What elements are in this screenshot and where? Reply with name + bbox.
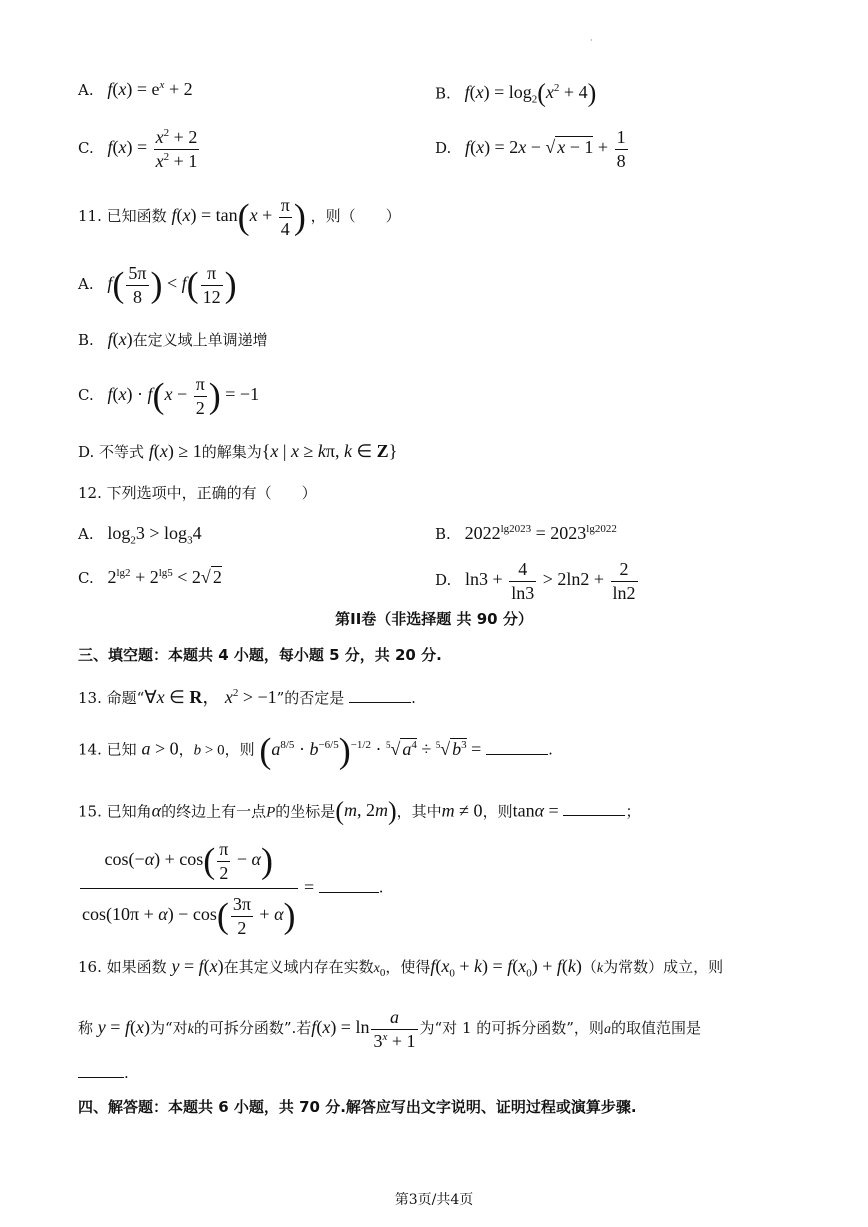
- q12-stem: [78, 484, 317, 503]
- formula: b > 0: [193, 742, 225, 759]
- formula: y = f(x): [97, 1017, 150, 1038]
- answer-blank[interactable]: [319, 892, 379, 893]
- q12-option-a[interactable]: [78, 522, 202, 548]
- formula: cos(−α) + cos( $\frac{\pi}{2}$ − α) cos(10π + α) − cos( $\frac{3\pi}{2}$ + α) =: [82, 839, 319, 938]
- formula: f(x): [107, 329, 133, 349]
- formula: $2^{lg2} + 2^{lg5} < 2√$ 2: [98, 567, 222, 587]
- q15-part2: cos(−α) + cos( $\frac{\pi}{2}$ − α) cos(10π + α) − cos( $\frac{3\pi}{2}$ + α) = .: [78, 838, 383, 939]
- stem-text: 已知角: [106, 802, 152, 821]
- stem-text: （: [581, 958, 597, 976]
- stem-text: 为“对 1 的可拆分函数”，则: [419, 1019, 604, 1038]
- stem-text: ，则: [224, 740, 255, 759]
- formula: k: [596, 961, 604, 976]
- q11-option-b[interactable]: [78, 328, 268, 351]
- stem-text: 的取值范围是: [610, 1019, 701, 1038]
- q12-option-b[interactable]: [435, 522, 617, 545]
- q11-option-d[interactable]: [78, 440, 397, 463]
- option-label: A.: [78, 525, 94, 543]
- question-number: 12.: [78, 484, 102, 502]
- formula: ∀x ∈ R， $x^2 > -1$: [144, 687, 277, 707]
- formula: $\log_23 > \log_34$: [98, 523, 202, 547]
- formula: f(x) = tan(x + $\frac{\pi}{4}$ ): [171, 195, 306, 239]
- option-label: B.: [435, 84, 451, 103]
- section-ii-title: 第II卷（非选择题 共 90 分）: [335, 610, 533, 628]
- formula: f(x) = 2x − √ x − 1 + $\frac{1}{8}$: [465, 127, 626, 171]
- q12-option-c[interactable]: [78, 566, 222, 589]
- option-text: 不等式: [99, 443, 145, 461]
- stem-text: ”的否定是: [276, 689, 345, 707]
- q10-option-a[interactable]: [78, 78, 193, 101]
- q11-option-a[interactable]: [78, 262, 237, 308]
- stem-text: ，使得: [385, 958, 431, 976]
- question-number: 13.: [78, 689, 102, 707]
- stem-text: ，则: [482, 802, 513, 821]
- formula: a > 0: [141, 738, 179, 759]
- option-label: A.: [78, 81, 94, 99]
- stem-text: 在其定义域内存在实数: [223, 958, 374, 976]
- stem-text: 的坐标是: [275, 802, 336, 821]
- option-label: C.: [78, 386, 94, 405]
- stem-text: 称: [78, 1019, 94, 1038]
- stem-text: ，其中: [396, 802, 442, 821]
- formula: $(a^{8/5} \cdot b^{-6/5})^{-1/2} \cdot ^5√$ $a^4 \div ^5√$ $b^3$ =: [259, 730, 482, 770]
- q10-option-b[interactable]: [435, 78, 596, 111]
- q16-line2: [78, 1006, 701, 1052]
- formula: $2022^{lg2023} = 2023^{lg2022}$: [455, 523, 617, 543]
- scan-dot: ·: [590, 36, 593, 45]
- stem-text: 的可拆分函数”.若: [193, 1019, 312, 1038]
- formula: a: [603, 1022, 611, 1038]
- formula: m ≠ 0: [441, 800, 483, 821]
- q11-stem: [78, 194, 401, 240]
- formula: (m, 2m): [335, 797, 397, 826]
- formula: $f(x) = e^x + 2$: [107, 79, 193, 99]
- stem-text: 已知函数: [106, 207, 167, 226]
- answer-blank[interactable]: [486, 754, 548, 755]
- stem-text: ，: [178, 740, 194, 759]
- q16-line1: [78, 955, 723, 981]
- formula: f( $\frac{5\pi}{8}$ ) < f( $\frac{\pi}{12}$ ): [107, 263, 237, 307]
- option-text: 的解集为: [201, 443, 262, 461]
- answer-blank[interactable]: [78, 1077, 124, 1078]
- formula: tanα =: [512, 800, 559, 821]
- formula: f(x) · f(x − $\frac{\pi}{2}$ ) = −1: [107, 374, 260, 418]
- option-text: 在定义域上单调递增: [132, 331, 268, 349]
- formula: $x_0$: [373, 961, 386, 979]
- formula: f(x) = $\frac{x^2 + 2}{x^2 + 1}$: [107, 127, 198, 171]
- question-number: 14.: [78, 740, 102, 759]
- q10-option-d[interactable]: [435, 126, 630, 172]
- stem-text: 为常数）成立，则: [603, 958, 724, 976]
- q13: [78, 686, 416, 709]
- option-label: B.: [435, 525, 451, 543]
- question-number: 16.: [78, 958, 102, 976]
- q16-blank-line: .: [78, 1064, 129, 1083]
- stem-text: 命题“: [106, 689, 145, 707]
- formula: k: [187, 1022, 194, 1038]
- answer-blank[interactable]: [563, 815, 625, 816]
- formula: P: [266, 804, 276, 821]
- stem-text: ，则（ ）: [310, 207, 401, 226]
- q15: [78, 796, 640, 829]
- question-number: 11.: [78, 207, 102, 226]
- stem-text: 下列选项中，正确的有（ ）: [106, 484, 317, 502]
- question-number: 15.: [78, 802, 102, 821]
- q14: [78, 728, 553, 773]
- option-label: A.: [78, 275, 94, 294]
- q10-option-c[interactable]: [78, 126, 201, 172]
- stem-text: 的终边上有一点: [161, 802, 267, 821]
- section-iii-heading: 三、填空题：本题共 4 小题，每小题 5 分，共 20 分.: [78, 646, 442, 664]
- option-label: C.: [78, 139, 94, 158]
- formula: ln3 + $\frac{4}{\ln 3}$ > 2ln2 + $\frac{2}{\ln 2}$: [456, 559, 636, 603]
- stem-text: 为“对: [149, 1019, 188, 1038]
- formula: $f(x) = \log_2(x^2 + 4)$: [464, 79, 597, 108]
- formula: α: [151, 800, 162, 821]
- option-label: D.: [78, 443, 95, 461]
- option-label: B.: [78, 331, 94, 349]
- answer-blank[interactable]: [349, 702, 411, 703]
- page-footer: 第3页/共4页: [394, 1192, 474, 1208]
- stem-text: 如果函数: [106, 958, 167, 976]
- q12-option-d[interactable]: [435, 558, 640, 604]
- formula: $f(x_0 + k) = f(x_0) + f(k)$: [430, 956, 582, 980]
- stem-text: ；: [625, 802, 641, 821]
- stem-text: 已知: [106, 740, 137, 759]
- q11-option-c[interactable]: [78, 373, 259, 419]
- option-label: C.: [78, 569, 94, 587]
- section-iv-heading: 四、解答题：本题共 6 小题，共 70 分.解答应写出文字说明、证明过程或演算步骤.: [78, 1098, 637, 1116]
- option-label: D.: [435, 571, 452, 590]
- formula: y = f(x): [171, 956, 224, 976]
- formula: f(x) = ln $\frac{a}{3^x + 1}$: [311, 1007, 416, 1051]
- option-label: D.: [435, 139, 452, 158]
- stem-text: .: [411, 689, 416, 707]
- formula: f(x) ≥ 1: [148, 441, 202, 461]
- formula: {x | x ≥ kπ, k ∈ Z}: [261, 441, 398, 461]
- stem-text: .: [548, 740, 553, 759]
